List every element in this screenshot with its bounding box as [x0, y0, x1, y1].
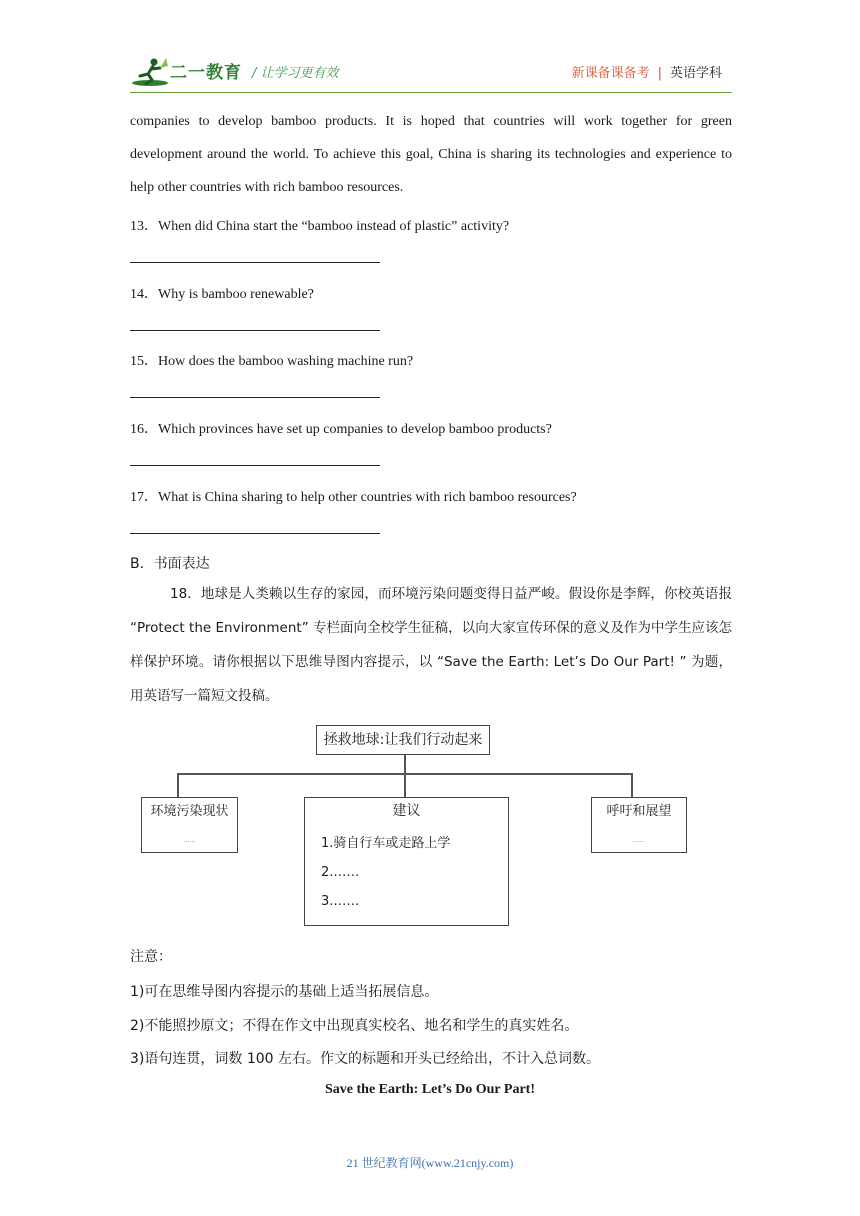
answer-line-17[interactable] [130, 533, 380, 534]
page-footer[interactable]: 21 世纪教育网(www.21cnjy.com) [346, 1156, 514, 1170]
writing-task-prompt: 18．地球是人类赖以生存的家园，而环境污染问题变得日益严峻。假设你是李辉，你校英语报 “Protect the Environment” 专栏面向全校学生征稿，以向大家宣传环保的意义及作为中学生应该怎样保护环境。请你根据以下思维导图内容提示，以 “Save the Earth: Let’s Do Our Part! ” 为题，用英语写一篇短文投稿。 [130, 586, 732, 704]
passage-paragraph: companies to develop bamboo products. It is hoped that countries will work together for green development around the world. To achieve this goal, China is sharing its technologies and experience to help other countries with rich bamboo resources. [130, 114, 732, 195]
header-right [572, 62, 722, 81]
header-separator: | [657, 66, 662, 81]
header-rule [130, 92, 732, 93]
answer-line-16[interactable] [130, 465, 380, 466]
question-13: 13．When did China start the “bamboo instead of plastic” activity? [130, 219, 510, 234]
mindmap-root: 拯救地球:让我们行动起来 [316, 725, 490, 755]
mindmap-connector-left [177, 773, 179, 797]
question-15: 15．How does the bamboo washing machine run? [130, 354, 414, 369]
question-14: 14．Why is bamboo renewable? [130, 287, 314, 302]
mindmap-right-node [591, 797, 687, 853]
mindmap-connector-right [631, 773, 633, 797]
header-subject: 英语学科 [669, 66, 722, 81]
note-3: 3)语句连贯，词数 100 左右。作文的标题和开头已经给出，不计入总词数。 [130, 1051, 600, 1067]
page-header [130, 52, 732, 92]
mindmap-right-label: 呼吁和展望 [606, 804, 672, 819]
mindmap-right-dots: …… [633, 837, 645, 844]
mindmap-connector-horizontal [177, 773, 632, 775]
mindmap-left-label: 环境污染现状 [150, 804, 229, 819]
mindmap-left-node [141, 797, 238, 853]
mindmap-suggestion-3: 3.…… [321, 894, 360, 909]
answer-line-15[interactable] [130, 397, 380, 398]
notes-title: 注意： [130, 949, 172, 965]
header-slogan: / 让学习更有效 [252, 66, 339, 81]
section-b-heading: B．书面表达 [130, 556, 210, 572]
question-17: 17．What is China sharing to help other countries with rich bamboo resources? [130, 490, 577, 505]
mindmap-suggestion-1: 1.骑自行车或走路上学 [321, 836, 451, 851]
mindmap-middle-label: 建议 [392, 803, 421, 819]
note-2: 2)不能照抄原文；不得在作文中出现真实校名、地名和学生的真实姓名。 [130, 1018, 579, 1034]
mindmap-left-dots: …… [183, 837, 196, 844]
essay-title: Save the Earth: Let’s Do Our Part! [325, 1082, 535, 1097]
header-exam-label: 新课备课备考 [571, 66, 650, 81]
answer-line-14[interactable] [130, 330, 380, 331]
note-1: 1)可在思维导图内容提示的基础上适当拓展信息。 [130, 984, 439, 1000]
mindmap-suggestion-2: 2.…… [321, 865, 360, 880]
mindmap-middle-node [304, 797, 509, 926]
answer-line-13[interactable] [130, 262, 380, 263]
logo-text: 二一教育 [170, 63, 242, 83]
mindmap-connector-vertical [404, 755, 406, 797]
question-16: 16．Which provinces have set up companies to develop bamboo products? [130, 422, 552, 437]
